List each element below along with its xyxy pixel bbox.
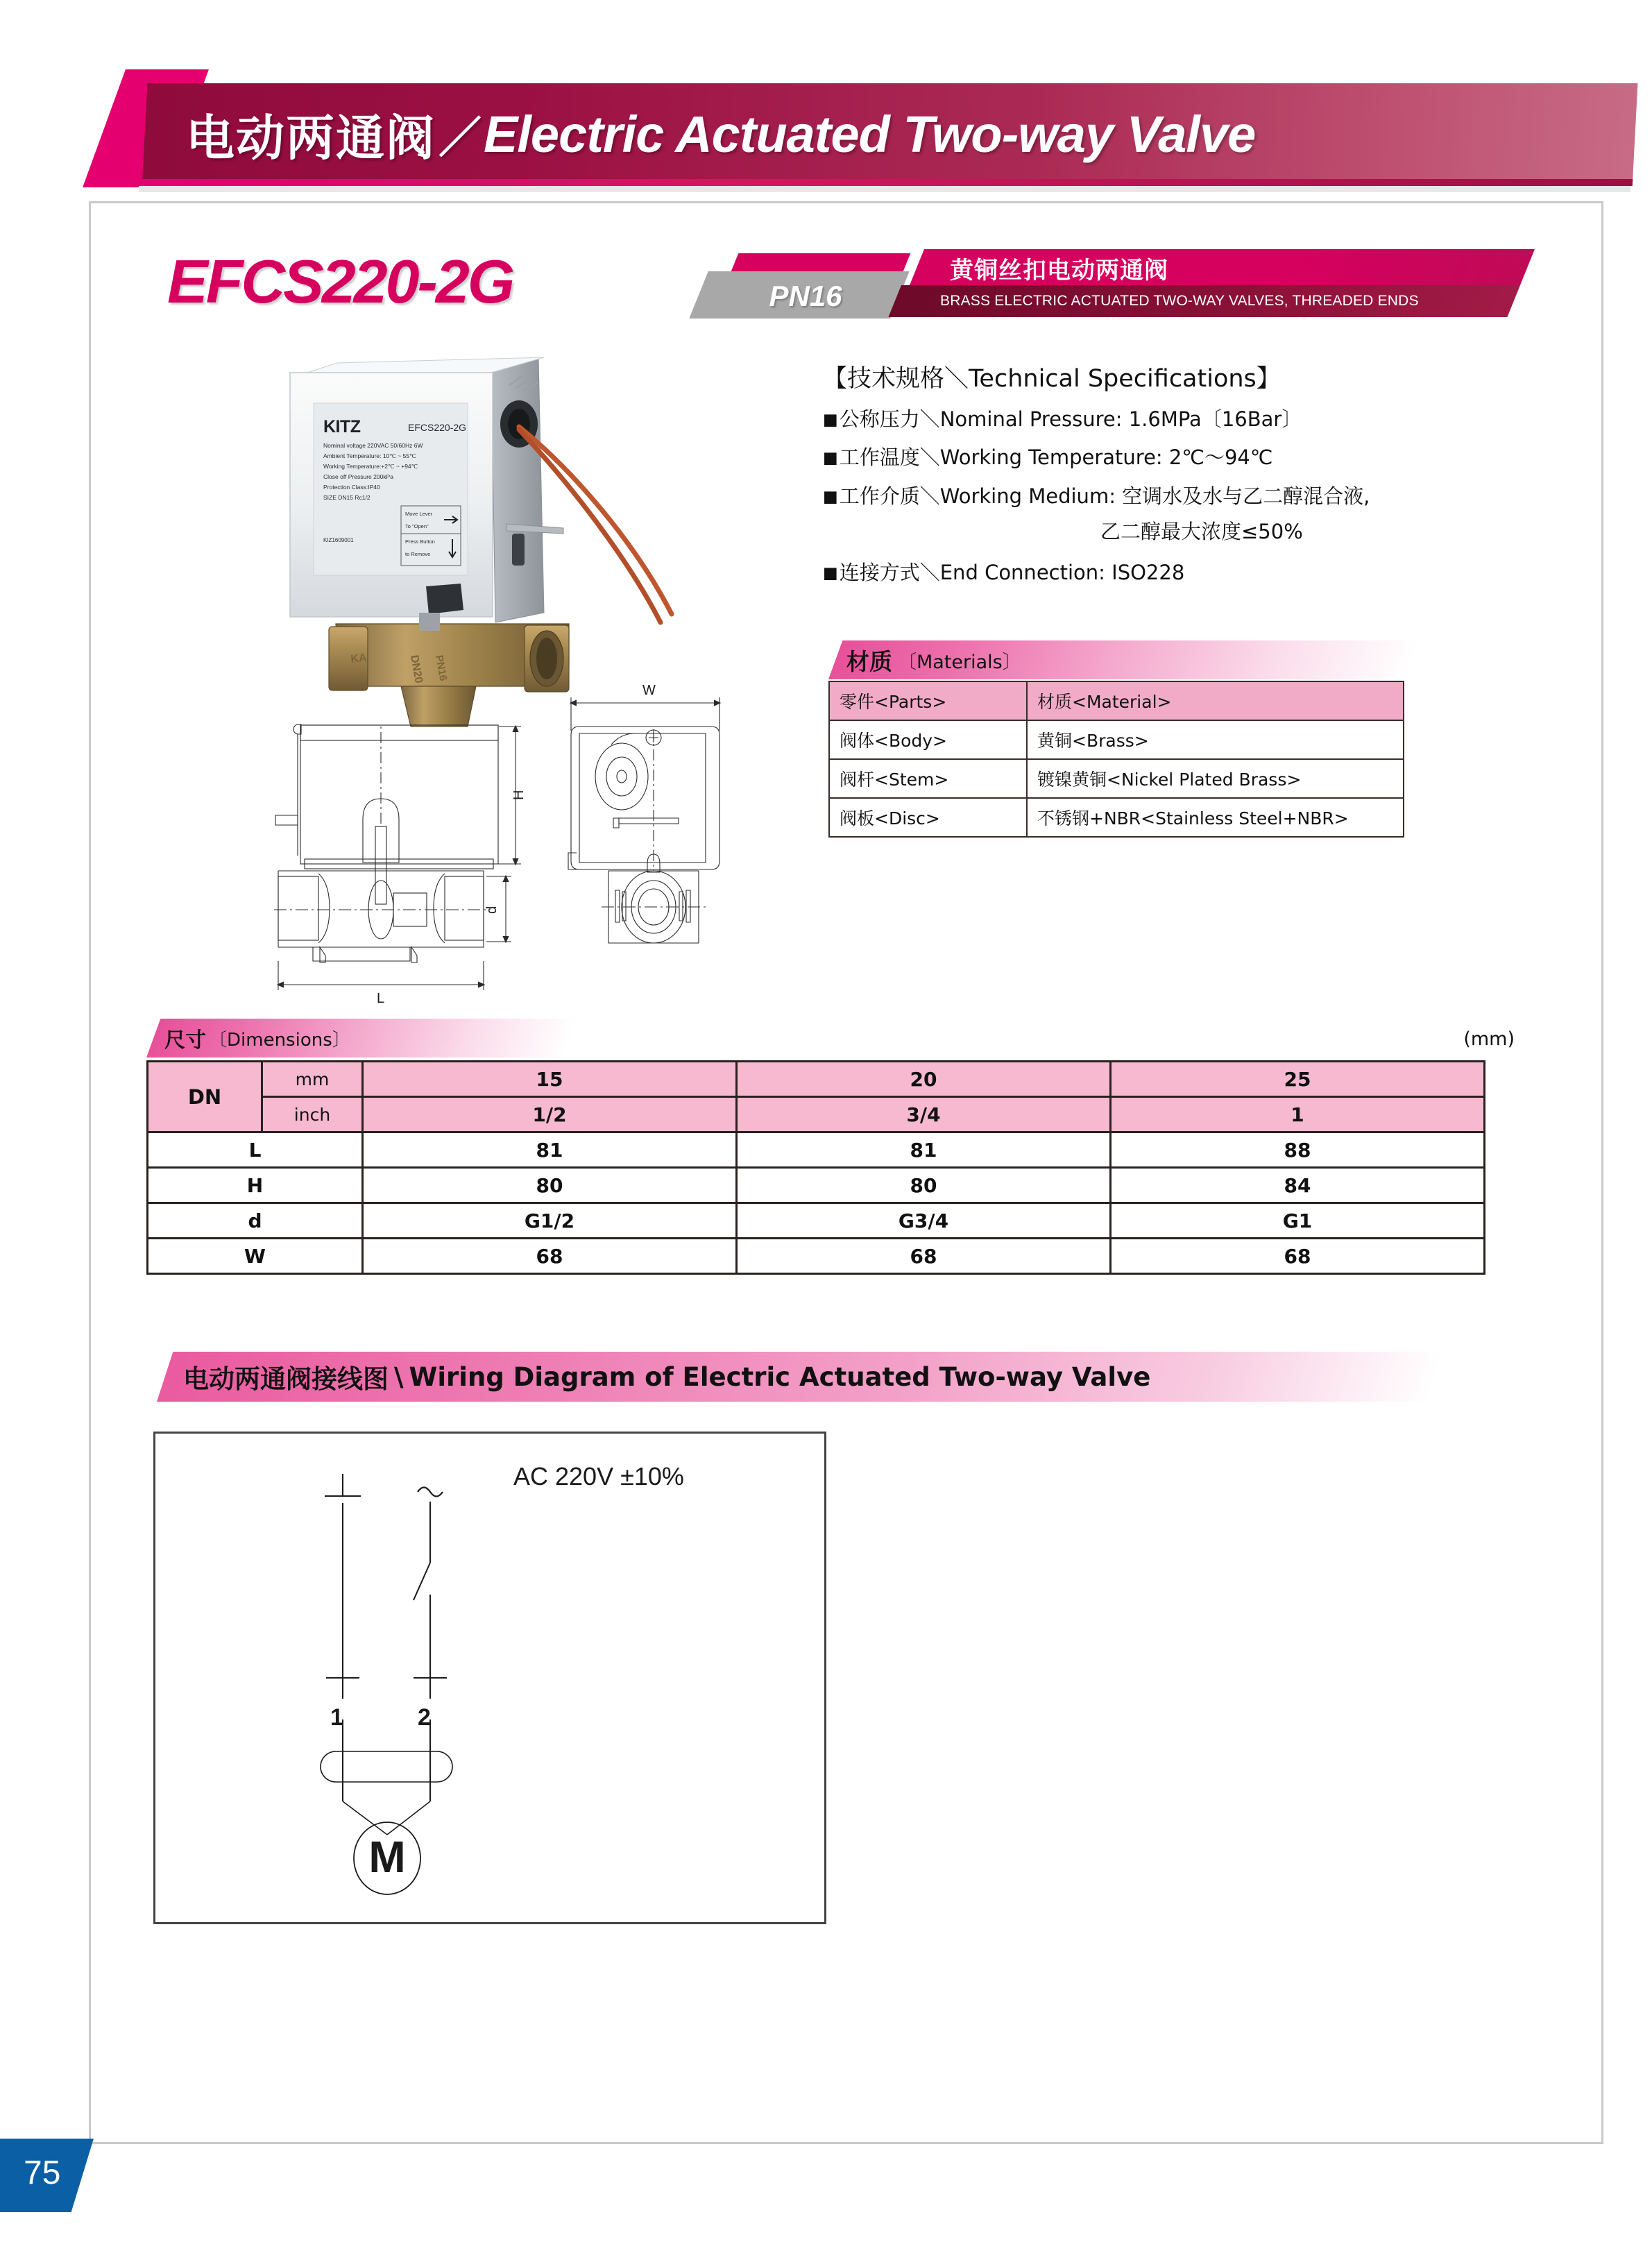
motor-symbol-label: M [368,1832,406,1882]
banner-underline [135,179,1633,186]
dim-row-label-l: L [148,1132,363,1168]
materials-col-material: 材质<Material> [1027,681,1404,720]
wiring-tab-text [183,1352,1150,1402]
dn-mm-20: 20 [737,1062,1111,1097]
dim-row-label-d: d [148,1203,363,1239]
wiring-diagram-box [153,1432,826,1924]
dim-row-label-h: H [148,1168,363,1203]
dn-mm-25: 25 [1111,1062,1485,1097]
product-photograph [247,342,795,684]
dim-row-label-w: W [148,1239,363,1274]
pressure-rating-label: PN16 [769,280,842,312]
svg-text:Press Button: Press Button [405,538,435,545]
page-number: 75 [24,2155,61,2191]
dimensions-tab-en: 〔Dimensions〕 [209,1029,350,1051]
technical-drawings [216,647,771,1008]
dimensions-tab-cn: 尺寸 [164,1028,206,1053]
material-value-stem: 镀镍黄铜<Nickel Plated Brass> [1027,759,1404,798]
dim-w-25: 68 [1111,1239,1485,1274]
bottom-rule [94,2208,1652,2212]
dn-inch-25: 1 [1111,1097,1485,1132]
table-row [148,1203,1485,1239]
valve-photo-svg [247,342,795,684]
materials-table-header-row [829,681,1404,720]
spec-working-temperature [823,445,1524,470]
banner-shadow [139,186,1630,192]
svg-text:Ambient Temperature: 10℃ ~ 55℃: Ambient Temperature: 10℃ ~ 55℃ [323,452,416,459]
material-part-disc: 阀板<Disc> [829,798,1027,837]
svg-text:SIZE DN15 Rc1/2: SIZE DN15 Rc1/2 [323,494,371,501]
dimensions-header-row-mm [148,1062,1485,1097]
dim-d-25: G1 [1111,1203,1485,1239]
dimension-drawings-svg [216,647,771,1008]
spec-end-connection [823,560,1524,585]
wiring-tab-cn: 电动两通阀接线图 [183,1364,389,1394]
materials-block [828,640,1522,838]
supply-voltage-label: AC 220V ±10% [513,1462,684,1491]
banner-title [186,93,1615,175]
spec-working-temperature-text: 工作温度＼Working Temperature: 2℃～94℃ [839,445,1273,470]
svg-text:DN20: DN20 [408,654,425,684]
product-description-banner [910,249,1520,319]
table-row [148,1132,1485,1168]
spec-nominal-pressure-text: 公称压力＼Nominal Pressure: 1.6MPa〔16Bar〕 [839,407,1302,431]
product-description-cn: 黄铜丝扣电动两通阀 [950,256,1168,285]
wiring-diagram-svg [155,1434,824,1922]
wiring-tab-en: Wiring Diagram of Electric Actuated Two-way Valve [409,1361,1151,1392]
dim-d-20: G3/4 [737,1203,1111,1239]
product-title-row [91,245,1606,328]
table-row [829,798,1404,837]
spec-working-medium-text: 工作介质＼Working Medium: 空调水及水与乙二醇混合液, [839,484,1370,508]
drawing-label-w: W [642,683,656,698]
wiring-tab-separator: \ [394,1361,404,1392]
banner-title-separator: ／ [438,114,482,162]
dim-h-20: 80 [737,1168,1111,1203]
materials-col-parts: 零件<Parts> [829,681,1027,720]
materials-table [828,681,1404,838]
dim-l-15: 81 [363,1132,737,1168]
banner-title-cn: 电动两通阀 [186,109,436,167]
dn-mm-15: 15 [363,1062,737,1097]
dim-w-20: 68 [737,1239,1111,1274]
dimensions-unit-note: (mm) [1463,1028,1515,1050]
material-value-disc: 不锈钢+NBR<Stainless Steel+NBR> [1027,798,1404,837]
table-row [148,1168,1485,1203]
dimensions-tab-text [164,1019,350,1058]
dim-h-15: 80 [363,1168,737,1203]
spec-working-medium-continuation: 乙二醇最大浓度≤50% [1100,519,1303,543]
pressure-rating-badge [681,253,910,319]
bullet-square-icon: ■ [823,563,838,582]
dn-inch-20: 3/4 [737,1097,1111,1132]
dim-w-15: 68 [363,1239,737,1274]
dim-l-25: 88 [1111,1132,1485,1168]
terminal-2-label: 2 [418,1704,431,1731]
bullet-square-icon: ■ [823,411,838,429]
dimensions-section-tab [146,1019,1527,1058]
bullet-square-icon: ■ [823,449,838,468]
spec-working-medium [823,484,1524,509]
material-value-body: 黄铜<Brass> [1027,720,1404,759]
terminal-1-label: 1 [330,1704,343,1731]
svg-text:KITZ: KITZ [323,417,361,436]
svg-text:KIZ1609001: KIZ1609001 [323,537,354,543]
drawing-label-h: H [511,790,527,800]
technical-specifications-block [823,359,1524,598]
spec-nominal-pressure [823,407,1524,432]
svg-text:Move Lever: Move Lever [405,511,433,517]
dn-inch-15: 1/2 [363,1097,737,1132]
drawing-label-d: d [484,906,500,914]
dim-l-20: 81 [737,1132,1111,1168]
spec-end-connection-text: 连接方式＼End Connection: ISO228 [839,560,1185,584]
table-row [829,720,1404,759]
svg-text:KA: KA [350,652,368,665]
material-part-stem: 阀杆<Stem> [829,759,1027,798]
materials-tab-cn: 材质 [846,647,892,675]
page-content-frame [89,201,1603,2144]
wiring-section-tab [157,1352,1510,1402]
svg-text:Nominal voltage 220VAC 50/60Hz: Nominal voltage 220VAC 50/60Hz 6W [323,442,423,449]
dimensions-table [146,1060,1485,1275]
dimensions-block [146,1019,1527,1275]
product-model-name: EFCS220-2G [167,247,513,316]
materials-section-tab [828,640,1522,679]
product-description-en: BRASS ELECTRIC ACTUATED TWO-WAY VALVES, THREADED ENDS [940,293,1419,309]
svg-text:to Remove: to Remove [405,551,431,557]
banner-title-en: Electric Actuated Two-way Valve [484,105,1256,163]
badge-pink-strip [731,253,911,271]
bullet-square-icon: ■ [823,487,838,506]
table-row [829,759,1404,798]
svg-text:To "Open": To "Open" [405,523,429,529]
dim-d-15: G1/2 [363,1203,737,1239]
svg-text:Protection Class:IP40: Protection Class:IP40 [323,484,380,491]
svg-text:Working Temperature:+2℃ ~ +94℃: Working Temperature:+2℃ ~ +94℃ [323,463,418,470]
material-part-body: 阀体<Body> [829,720,1027,759]
table-row [148,1239,1485,1274]
dimensions-header-row-inch [148,1097,1485,1132]
materials-tab-text [846,640,1021,679]
dim-h-25: 84 [1111,1168,1485,1203]
tech-spec-title: 【技术规格＼Technical Specifications】 [823,365,1281,393]
svg-text:EFCS220-2G: EFCS220-2G [408,422,467,433]
materials-tab-en: 〔Materials〕 [898,651,1021,673]
dn-label: DN [148,1062,262,1132]
unit-inch-label: inch [262,1097,363,1132]
drawing-label-l: L [377,991,385,1006]
page-header-banner [0,0,1652,201]
svg-text:Close off Pressure 200kPa: Close off Pressure 200kPa [323,473,393,480]
unit-mm-label: mm [262,1062,363,1097]
svg-text:PN16: PN16 [433,654,450,682]
